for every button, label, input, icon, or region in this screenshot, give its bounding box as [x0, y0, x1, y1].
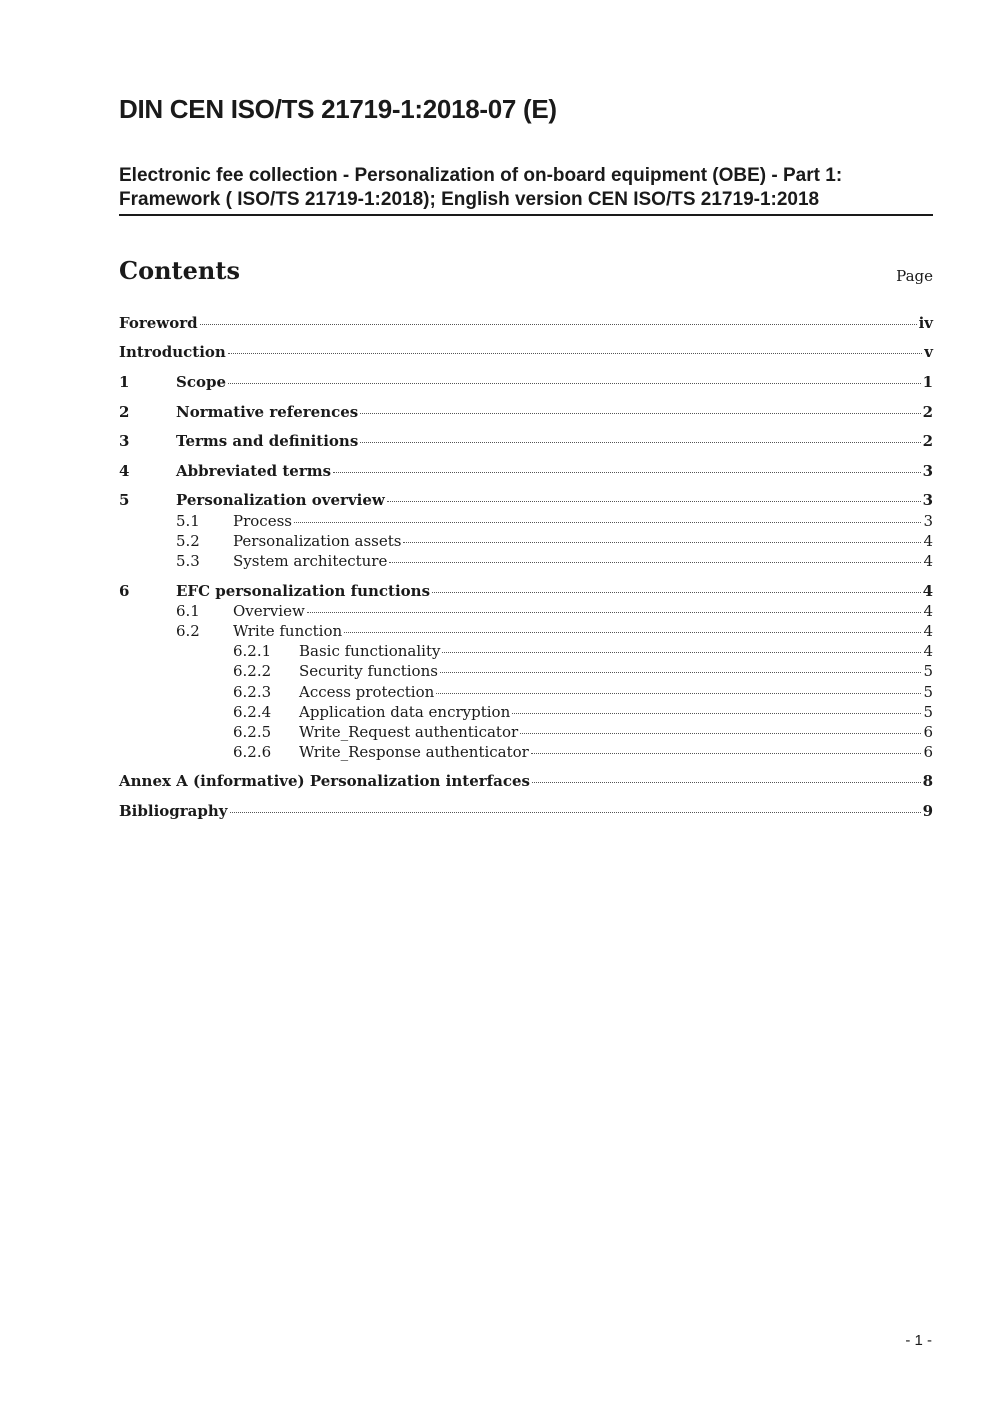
toc-entry-title: Terms and definitions — [176, 432, 359, 450]
toc-entry-title: Introduction — [119, 343, 226, 361]
toc-entry-annex-a[interactable] — [119, 772, 933, 792]
toc-entry-4[interactable] — [119, 462, 933, 482]
subtitle-line-2: Framework ( ISO/TS 21719-1:2018); English version CEN ISO/TS 21719-1:2018 — [119, 189, 820, 210]
toc-entry-6-2-6[interactable] — [233, 743, 933, 763]
toc-leader — [307, 612, 922, 613]
toc-leader — [440, 672, 922, 673]
page-column-label: Page — [896, 267, 933, 285]
toc-entry-page: 5 — [923, 703, 933, 721]
toc-leader — [230, 812, 921, 813]
toc-entry-number: 3 — [119, 432, 130, 450]
toc-entry-title: Basic functionality — [299, 642, 441, 660]
toc-leader — [531, 753, 922, 754]
toc-entry-6-2-1[interactable] — [233, 642, 933, 662]
toc-leader — [520, 733, 921, 734]
toc-leader — [442, 652, 921, 653]
subtitle-line-1: Electronic fee collection - Personalization of on-board equipment (OBE) - Part 1: — [119, 165, 843, 186]
toc-leader — [512, 713, 921, 714]
toc-entry-title: Write_Response authenticator — [299, 743, 529, 761]
toc-entry-page: 6 — [923, 743, 933, 761]
toc-entry-5-2[interactable] — [176, 532, 933, 552]
toc-entry-number: 4 — [119, 462, 130, 480]
toc-leader — [200, 324, 917, 325]
toc-entry-introduction[interactable] — [119, 343, 933, 363]
document-subtitle — [119, 164, 933, 216]
toc-entry-title: Scope — [176, 373, 227, 391]
toc-leader — [389, 562, 921, 563]
toc-entry-title: Personalization overview — [176, 491, 385, 509]
toc-entry-number: 6.2 — [176, 622, 200, 640]
toc-entry-6-2-5[interactable] — [233, 723, 933, 743]
toc-entry-title: Process — [233, 512, 292, 530]
toc-entry-1[interactable] — [119, 373, 933, 393]
toc-entry-page: 4 — [922, 582, 933, 600]
toc-entry-page: 4 — [923, 532, 933, 550]
toc-entry-5-3[interactable] — [176, 552, 933, 572]
toc-leader — [436, 693, 921, 694]
toc-entry-number: 5.1 — [176, 512, 200, 530]
toc-entry-title: Annex A (informative) Personalization interfaces — [119, 772, 530, 790]
toc-entry-title: Write_Request authenticator — [299, 723, 519, 741]
toc-entry-title: Security functions — [299, 662, 438, 680]
toc-entry-page: 3 — [922, 491, 933, 509]
toc-leader — [360, 442, 920, 443]
toc-entry-6-2-2[interactable] — [233, 662, 933, 682]
toc-entry-page: 9 — [922, 802, 933, 820]
toc-entry-number: 5.3 — [176, 552, 200, 570]
toc-entry-title: Overview — [233, 602, 305, 620]
toc-entry-title: System architecture — [233, 552, 388, 570]
toc-entry-bibliography[interactable] — [119, 802, 933, 822]
toc-entry-page: 4 — [923, 602, 933, 620]
toc-leader — [294, 522, 921, 523]
toc-entry-title: Write function — [233, 622, 343, 640]
toc-entry-page: 2 — [922, 403, 933, 421]
toc-entry-title: Foreword — [119, 314, 198, 332]
toc-entry-number: 6 — [119, 582, 130, 600]
toc-entry-2[interactable] — [119, 403, 933, 423]
toc-entry-title: Normative references — [176, 403, 359, 421]
toc-entry-page: 3 — [923, 512, 933, 530]
footer-page-number: - 1 - — [905, 1332, 932, 1349]
toc-entry-page: iv — [918, 314, 933, 332]
toc-entry-title: Access protection — [299, 683, 435, 701]
toc-entry-foreword[interactable] — [119, 314, 933, 334]
toc-entry-page: 5 — [923, 683, 933, 701]
toc-entry-number: 6.2.1 — [233, 642, 272, 660]
toc-entry-page: 2 — [922, 432, 933, 450]
toc-entry-5-1[interactable] — [176, 512, 933, 532]
toc-entry-number: 6.2.5 — [233, 723, 272, 741]
contents-heading: Contents — [119, 256, 240, 285]
toc-entry-6-2-4[interactable] — [233, 703, 933, 723]
toc-entry-5[interactable] — [119, 491, 933, 511]
toc-entry-page: 6 — [923, 723, 933, 741]
toc-entry-page: 5 — [923, 662, 933, 680]
toc-entry-6[interactable] — [119, 582, 933, 602]
toc-entry-page: 8 — [922, 772, 933, 790]
toc-entry-number: 2 — [119, 403, 130, 421]
toc-entry-page: v — [924, 343, 933, 361]
toc-entry-title: Personalization assets — [233, 532, 402, 550]
toc-entry-page: 4 — [923, 622, 933, 640]
toc-leader — [403, 542, 921, 543]
toc-leader — [432, 592, 921, 593]
toc-entry-title: Application data encryption — [299, 703, 511, 721]
toc-entry-number: 6.1 — [176, 602, 200, 620]
toc-entry-page: 4 — [923, 552, 933, 570]
toc-entry-title: Bibliography — [119, 802, 228, 820]
toc-entry-page: 4 — [923, 642, 933, 660]
toc-leader — [387, 501, 921, 502]
toc-entry-title: Abbreviated terms — [176, 462, 332, 480]
toc-entry-6-1[interactable] — [176, 602, 933, 622]
toc-entry-title: EFC personalization functions — [176, 582, 431, 600]
toc-entry-page: 3 — [922, 462, 933, 480]
toc-entry-number: 6.2.6 — [233, 743, 272, 761]
toc-leader — [228, 353, 922, 354]
toc-entry-3[interactable] — [119, 432, 933, 452]
toc-entry-number: 6.2.2 — [233, 662, 272, 680]
toc-entry-6-2-3[interactable] — [233, 683, 933, 703]
toc-entry-number: 5.2 — [176, 532, 200, 550]
toc-leader — [360, 413, 920, 414]
toc-leader — [228, 383, 921, 384]
toc-entry-6-2[interactable] — [176, 622, 933, 642]
toc-entry-number: 6.2.4 — [233, 703, 272, 721]
toc-leader — [532, 782, 921, 783]
toc-leader — [333, 472, 920, 473]
toc-entry-number: 1 — [119, 373, 130, 391]
toc-entry-number: 5 — [119, 491, 130, 509]
toc-entry-number: 6.2.3 — [233, 683, 272, 701]
document-id: DIN CEN ISO/TS 21719-1:2018-07 (E) — [119, 94, 557, 124]
toc-entry-page: 1 — [922, 373, 933, 391]
toc-leader — [344, 632, 921, 633]
